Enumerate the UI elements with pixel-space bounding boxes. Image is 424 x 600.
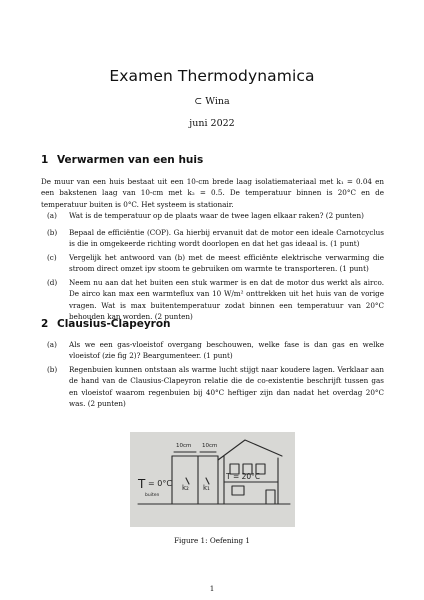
house-sketch-figure: [130, 432, 295, 527]
question-label: (d): [47, 278, 58, 287]
section-2-heading: [41, 318, 171, 330]
question-text: Wat is de temperatuur op de plaats waar de twee lagen elkaar raken? (2 punten): [69, 211, 364, 220]
t-buiten-sub: buiten: [145, 493, 160, 498]
question-text: Bepaal de efficiëntie (COP). Ga hierbij ervanuit dat de motor een ideale Carnotcyclus is die in omgekeerde richting wordt doorlopen en dat het gas ideaal is. (1 punt): [69, 228, 384, 249]
k2-label: k₂: [182, 484, 189, 492]
dim-label-1: 10cm: [176, 443, 192, 449]
t-buiten-symbol: T: [138, 477, 146, 491]
question-text: Vergelijk het antwoord van (b) met de meest efficiënte elektrische verwarming die stroom direct omzet ipv stoom te gebruiken om warmte te transporteren. (1 punt): [69, 253, 384, 274]
section-2-title: Clausius-Clapeyron: [57, 318, 171, 330]
question-text: Neem nu aan dat het buiten een stuk warmer is en dat de motor dus werkt als airco. De airco kan max een warmteflux van 10 W/m² onttrekken uit het huis van de vorige vragen. Wat is max buitentemperatuur zodat binnen een temperatuur van 20°C behouden kan worden. (2 punten): [69, 278, 384, 321]
section-1-heading: [41, 154, 203, 166]
house-sketch-drawing: [130, 432, 295, 527]
figure-caption: Figure 1: Oefening 1: [174, 536, 250, 545]
question-label: (a): [47, 340, 57, 349]
k1-label: k₁: [203, 484, 210, 492]
document-title: Examen Thermodynamica: [109, 67, 315, 85]
t-binnen-label: T = 20°C: [226, 472, 261, 481]
section-2-number: 2: [41, 318, 49, 330]
question-label: (c): [47, 253, 57, 262]
section-1-title: Verwarmen van een huis: [57, 154, 204, 166]
t-buiten-value: = 0°C: [148, 479, 172, 488]
date-line: juni 2022: [189, 118, 235, 129]
section-1-number: 1: [41, 154, 49, 166]
question-text: Als we een gas-vloeistof overgang beschouwen, welke fase is dan gas en welke vloeistof (zie fig 2)? Beargumenteer. (1 punt): [69, 340, 384, 361]
question-label: (b): [47, 228, 58, 237]
page-number: 1: [209, 584, 215, 593]
question-text: Regenbuien kunnen ontstaan als warme lucht stijgt naar koudere lagen. Verklaar aan de hand van de Clausius-Clapeyron relatie die de co-existentie beschrijft tussen gas en vloeistof waarom regenbuien bij 40°C heftiger zijn dan nadat het overdag 20°C was. (2 punten): [69, 365, 384, 408]
question-label: (b): [47, 365, 58, 374]
section-1-intro: De muur van een huis bestaat uit een 10-cm brede laag isolatiemateriaal met k₁ = 0.04 en een bakstenen laag van 10-cm met k₂ = 0.5. De temperatuur binnen is 20°C en de temperatuur buiten is 0°C. Het systeem is stationair.: [41, 177, 384, 209]
question-label: (a): [47, 211, 57, 220]
dim-label-2: 10cm: [202, 443, 218, 449]
author-line: ⊂ Wina: [194, 96, 230, 107]
